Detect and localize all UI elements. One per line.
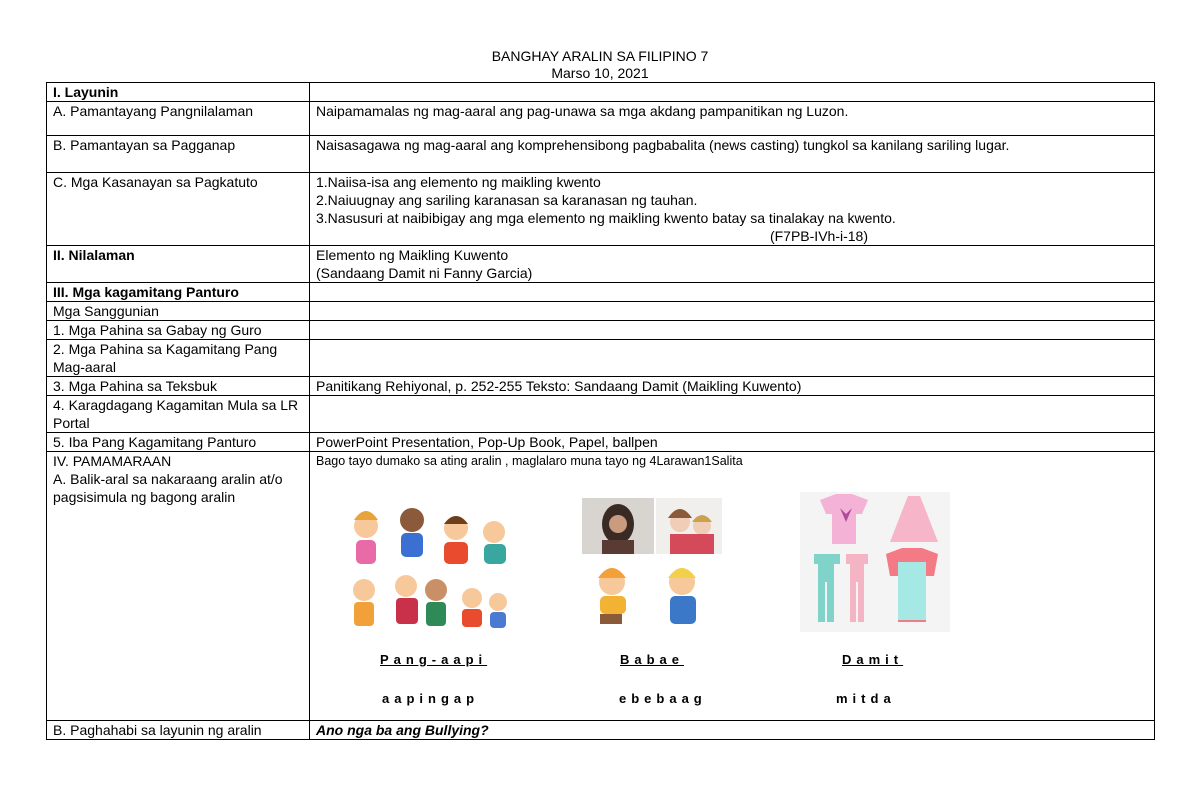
nilalaman-source: (Sandaang Damit ni Fanny Garcia) xyxy=(316,265,533,281)
kagamitang-pang-label: 2. Mga Pahina sa Kagamitang Pang Mag-aaral xyxy=(47,340,310,377)
children-playing-illustration xyxy=(344,498,514,638)
kasanayan-item: 2.Naiuugnay ang sariling karanasan sa karanasan ng tauhan. xyxy=(316,192,698,208)
four-pics-one-word-game xyxy=(316,470,1148,720)
scrambled-word-2: ebebaag xyxy=(619,691,707,706)
answer-word-2: Babae xyxy=(620,652,685,667)
answer-word-3: Damit xyxy=(842,652,904,667)
scrambled-word-3: mitda xyxy=(836,691,896,706)
kasanayan-item: 1.Naiisa-isa ang elemento ng maikling kwento xyxy=(316,174,601,190)
picture-group-damit xyxy=(800,492,950,632)
kagamitan-heading: III. Mga kagamitang Panturo xyxy=(47,283,310,302)
pamamaraan-cell xyxy=(47,452,310,721)
gabay-label: 1. Mga Pahina sa Gabay ng Guro xyxy=(47,321,310,340)
answer-word-1: Pang-aapi xyxy=(380,652,488,667)
nilalaman-topic: Elemento ng Maikling Kuwento xyxy=(316,247,509,263)
nilalaman-value xyxy=(310,246,1155,283)
pamantayang-value: Naipamamalas ng mag-aaral ang pag-unawa sa mga akdang pampanitikan ng Luzon. xyxy=(310,102,1155,136)
document-title: BANGHAY ARALIN SA FILIPINO 7 xyxy=(491,48,709,64)
balik-aral-label: A. Balik-aral sa nakaraang aralin at/o pagsisimula ng bagong aralin xyxy=(53,471,283,505)
layunin-heading: I. Layunin xyxy=(47,83,310,102)
pamantayang-label: A. Pamantayang Pangnilalaman xyxy=(47,102,310,136)
kasanayan-code: (F7PB-IVh-i-18) xyxy=(769,228,868,244)
teksbuk-label: 3. Mga Pahina sa Teksbuk xyxy=(47,377,310,396)
paghahabi-label: B. Paghahabi sa layunin ng aralin xyxy=(47,721,310,740)
clothes-illustration xyxy=(800,492,950,632)
balik-aral-value xyxy=(310,452,1155,721)
karagdagang-label: 4. Karagdagang Kagamitan Mula sa LR Portal xyxy=(47,396,310,433)
kasanayan-item: 3.Nasusuri at naibibigay ang mga elemento ng maikling kwento batay sa tinalakay na kwento. xyxy=(316,210,896,226)
paghahabi-value: Ano nga ba ang Bullying? xyxy=(310,721,1155,740)
nilalaman-heading: II. Nilalaman xyxy=(47,246,310,283)
layunin-value xyxy=(310,83,1155,102)
kasanayan-label: C. Mga Kasanayan sa Pagkatuto xyxy=(47,173,310,246)
game-instruction: Bago tayo dumako sa ating aralin , maglalaro muna tayo ng 4Larawan1Salita xyxy=(316,454,743,468)
sanggunian-label: Mga Sanggunian xyxy=(47,302,310,321)
pagganap-value: Naisasagawa ng mag-aaral ang komprehensibong pagbabalita (news casting) tungkol sa kanilang sariling lugar. xyxy=(310,136,1155,173)
picture-group-babae xyxy=(582,498,722,638)
iba-label: 5. Iba Pang Kagamitang Panturo xyxy=(47,433,310,452)
kasanayan-value xyxy=(310,173,1155,246)
pagganap-label: B. Pamantayan sa Pagganap xyxy=(47,136,310,173)
picture-group-bullying xyxy=(344,498,514,638)
lesson-plan-table xyxy=(46,82,1155,740)
scrambled-word-1: aapingap xyxy=(382,691,480,706)
women-photos-illustration xyxy=(582,498,722,638)
teksbuk-value: Panitikang Rehiyonal, p. 252-255 Teksto: Sandaang Damit (Maikling Kuwento) xyxy=(310,377,1155,396)
iba-value: PowerPoint Presentation, Pop-Up Book, Papel, ballpen xyxy=(310,433,1155,452)
pamamaraan-heading: IV. PAMAMARAAN xyxy=(53,453,172,469)
document-date: Marso 10, 2021 xyxy=(551,65,649,81)
